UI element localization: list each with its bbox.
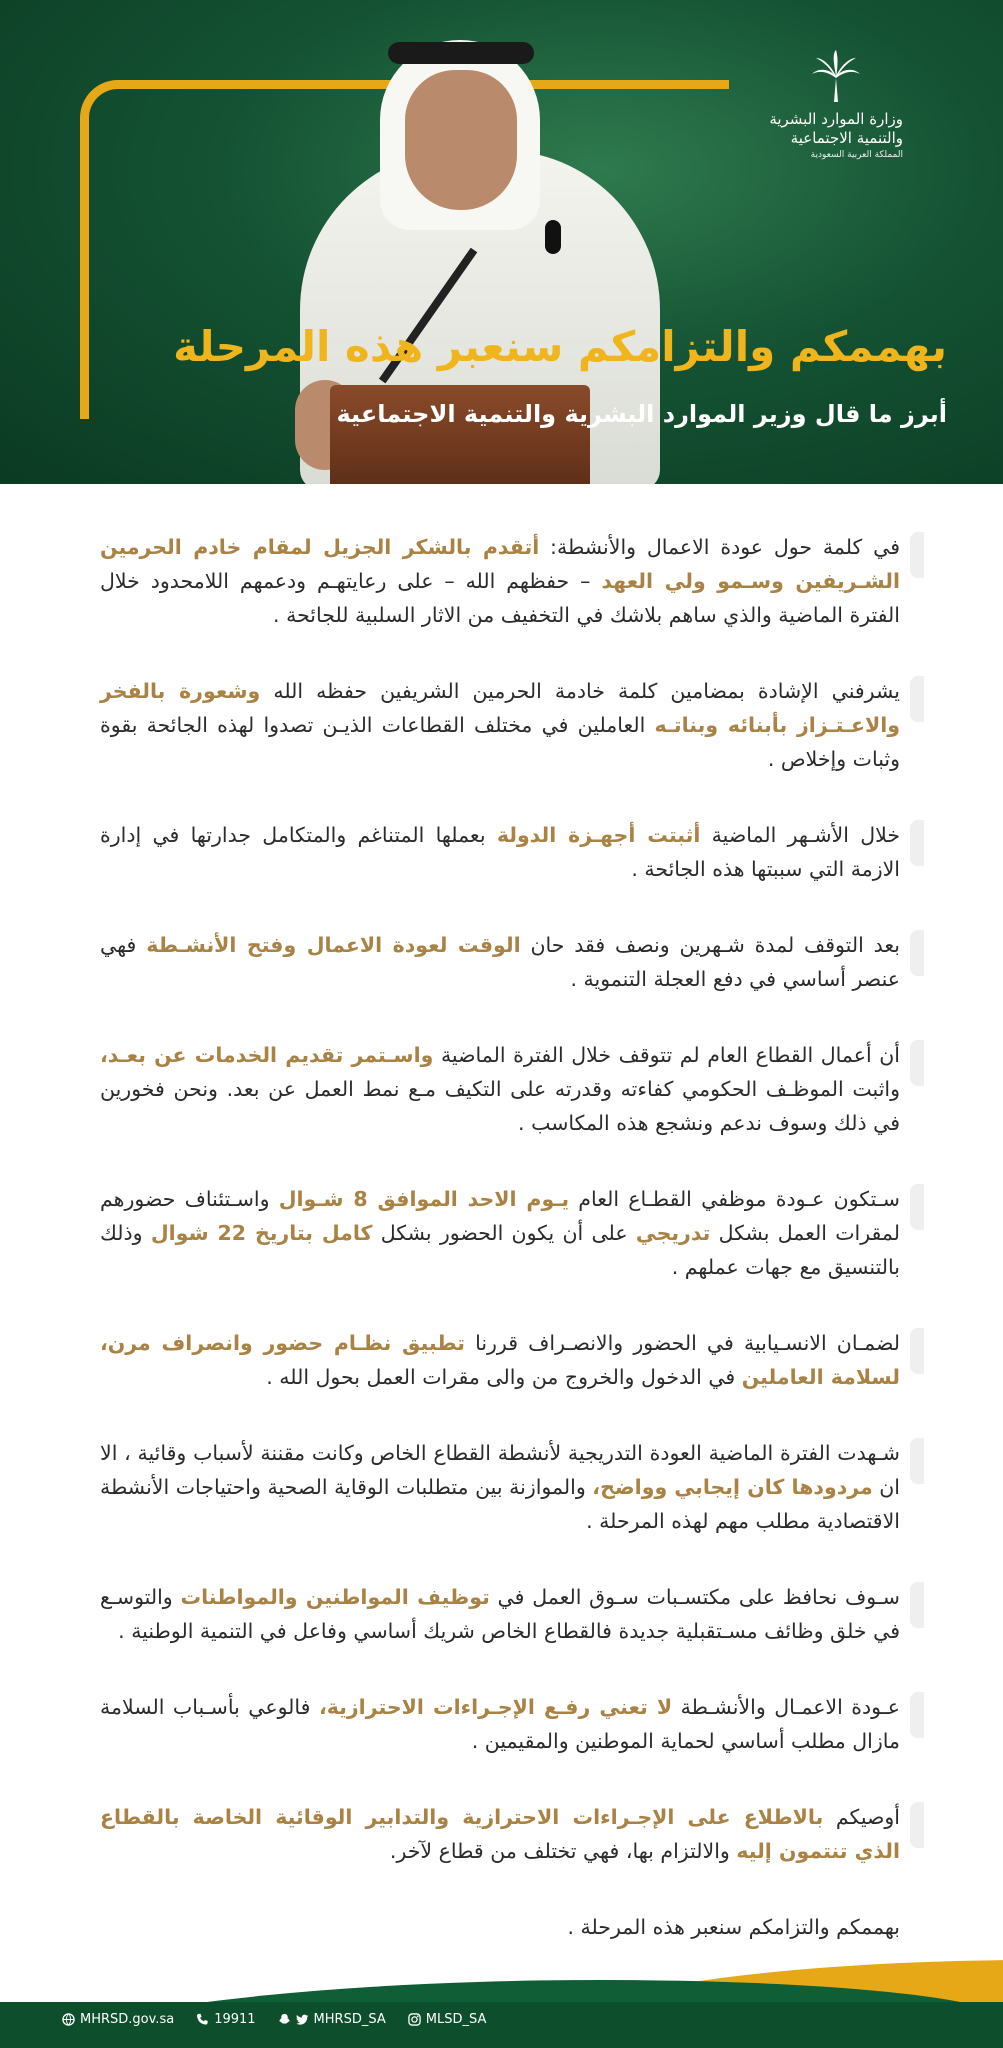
instagram-icon [408,2013,421,2026]
highlighted-text: توظيف المواطنين والمواطنات [180,1585,490,1609]
paragraph-text: بعد التوقف لمدة شـهرين ونصف فقد حان [520,933,900,957]
highlighted-text: يـوم الاحد الموافق 8 شـوال [278,1187,570,1211]
highlighted-text: وشعورة بالفخر والاعـتـزاز بأبنائه وبناتـه [100,679,900,737]
paragraph-text: والموازنة بين متطلبات الوقاية الصحية واحتياجات الأنشطة الاقتصادية مطلب مهم لهذه المرحلة . [100,1475,900,1533]
paragraph-text: لضمـان الانسـيابية في الحضور والانصـراف قررنا [464,1331,900,1355]
paragraph-text: واسـتئناف حضورهم لمقرات العمل بشكل [100,1187,900,1245]
statement-paragraph [100,1182,900,1284]
minister-face [405,70,517,210]
minister-agal [388,42,534,64]
paragraph-text: سـوف نحافظ على مكتسـبات سـوق العمل في [489,1585,900,1609]
paragraph-text: خلال الأشـهر الماضية [700,823,900,847]
paragraph-text: عـودة الاعمـال والأنشـطة [672,1695,900,1719]
statement-paragraph [100,1800,900,1868]
statement-paragraph [100,928,900,996]
paragraph-text: واثبت الموظـف الحكومي كفاءته وقدرته على التكيف مـع نمط العمل عن بعد. ونحن فخورين في ذلك وسوف ندعم ونشجع هذه المكاسب . [100,1077,900,1135]
highlighted-text: كامل بتاريخ 22 شوال [150,1221,373,1245]
statement-paragraph [100,1436,900,1538]
statement-paragraph [100,1690,900,1758]
logo-line-3: المملكة العربية السعودية [810,150,903,160]
paragraph-text: العاملين في مختلف القطاعات الذيـن تصدوا لهذه الجائحة بقوة وثبات وإخلاص . [100,713,900,771]
phone-icon [196,2013,209,2026]
phone-link[interactable] [196,2012,255,2027]
twitter-icon [296,2013,309,2026]
statement-paragraph [100,674,900,776]
paragraph-text: والالتزام بها، فهي تختلف من قطاع لآخر. [389,1839,737,1863]
paragraph-text: على أن يكون الحضور بشكل [372,1221,636,1245]
paragraph-text: والتوسـع في خلق وظائف مسـتقبلية جديدة فالقطاع الخاص شريك أساسي وفاعل في التنمية الوطنية . [100,1585,900,1643]
instagram-link[interactable] [408,2012,487,2027]
highlighted-text: بالاطلاع على الإجـراءات الاحترازية والتدابير الوقائية الخاصة بالقطاع الذي تنتمون إليه [100,1805,900,1863]
paragraph-text: في الدخول والخروج من والى مقرات العمل بحول الله . [266,1365,742,1389]
highlighted-text: تدريجي [635,1221,711,1245]
paragraph-text: سـتكون عـودة موظفي القطـاع العام [569,1187,900,1211]
paragraph-text: يشرفني الإشادة بمضامين كلمة خادمة الحرمين الشريفين حفظه الله [260,679,900,703]
statement-paragraph [100,1326,900,1394]
paragraph-text: في كلمة حول عودة الاعمال والأنشطة: [539,535,900,559]
statement-paragraph [100,530,900,632]
phone-text: 19911 [214,2012,256,2027]
social-link[interactable] [278,2012,386,2027]
social-text: MHRSD_SA [313,2012,386,2027]
globe-icon [62,2013,75,2026]
highlighted-text: لا تعني رفـع الإجـراءات الاحترازية، [318,1695,673,1719]
statement-paragraph [100,1038,900,1140]
paragraph-text: فالوعي بأسـباب السلامة مازال مطلب أساسي لحماية الموطنين والمقيمين . [100,1695,900,1753]
paragraph-text: بعملها المتناغم والمتكامل جدارتها في إدارة الازمة التي سببتها هذه الجائحة . [100,823,900,881]
snapchat-icon [278,2013,291,2026]
website-text: MHRSD.gov.sa [80,2012,175,2027]
hero-banner [0,0,1003,484]
instagram-text: MLSD_SA [425,2012,487,2027]
paragraph-text: – حفظهم الله – على رعايتهـم ودعمهم اللامحدود خلال الفترة الماضية والذي ساهم بلاشك في التخفيف من الاثار السلبية للجائحة . [100,569,900,627]
highlighted-text: واسـتمر تقديم الخدمات عن بعـد، [100,1043,434,1067]
logo-line-2: والتنمية الاجتماعية [790,129,903,147]
highlighted-text: أثبتت أجهـزة الدولة [496,823,701,847]
statement-paragraph [100,818,900,886]
paragraph-text: فهي عنصر أساسي في دفع العجلة التنموية . [100,933,900,991]
website-link[interactable] [62,2012,174,2027]
logo-line-1: وزارة الموارد البشرية [769,110,903,128]
highlighted-text: مردودها كان إيجابي وواضح، [592,1475,873,1499]
statements-list [100,530,900,1986]
paragraph-text: أوصيكم [823,1805,901,1829]
paragraph-text: شـهدت الفترة الماضية العودة التدريجية لأنشطة القطاع الخاص وكانت مقننة لأسباب وقائية ، الا ان [100,1441,900,1499]
footer-links [62,2012,486,2027]
statement-paragraph [100,1580,900,1648]
ministry-logo [769,48,903,162]
closing-statement: بهممكم والتزامكم سنعبر هذه المرحلة . [567,1915,900,1939]
microphone-icon [545,220,561,254]
highlighted-text: تطبيق نظـام حضور وانصراف مرن، لسلامة العاملين [100,1331,900,1389]
page-subtitle: أبرز ما قال وزير الموارد البشرية والتنمية الاجتماعية [336,400,947,428]
page-title: بهممكم والتزامكم سنعبر هذه المرحلة [173,322,947,371]
palm-tree-icon [808,48,864,104]
paragraph-text: وذلك بالتنسيق مع جهات عملهم . [100,1221,900,1279]
footer [0,1960,1003,2048]
highlighted-text: الوقت لعودة الاعمال وفتح الأنشـطة [146,933,521,957]
paragraph-text: أن أعمال القطاع العام لم تتوقف خلال الفترة الماضية [433,1043,900,1067]
highlighted-text: أتقدم بالشكر الجزيل لمقام خادم الحرمين الشـريفين وسـمو ولي العهد [100,535,900,593]
